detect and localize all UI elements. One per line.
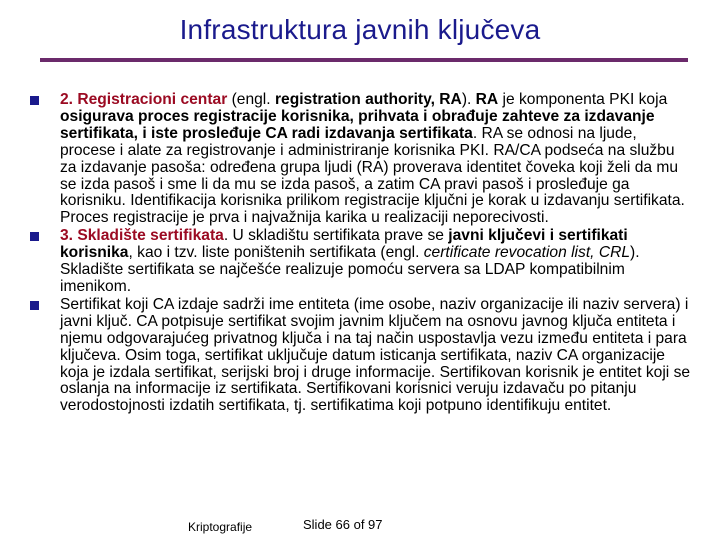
bullet-registration-center <box>28 92 692 227</box>
bullet-heading: 2. Registracioni centar <box>60 91 228 108</box>
bullet-certificate-store <box>28 228 692 296</box>
bullet-text: je komponenta PKI koja <box>498 91 668 108</box>
bullet-text: . RA se odnosi na ljude, procese i alate za registrovanje i administriranje korisnika PKI. RA/CA podseća na službu za izdavanje pasoša: određena grupa ljudi (RA) proverava identitet čoveka koji želi da mu se izda pasoš i sme li da mu se izda pasoš, a zatim CA pravi pasoš i prosleđuje ga korisniku. Identifikacija korisnika prilikom registracije ključni je korak u izdavanju sertifikata. Proces registracije je prva i najvažnija karika u realizaciji neporecivosti. <box>60 124 685 227</box>
bullet-text: Sertifikat koji CA izdaje sadrži ime entiteta (ime osobe, naziv organizacije ili naziv servera) i javni ključ. CA potpisuje sertifikat svojim javnim ključem na osnovu javnog ključa entiteta i njemu odgovarajućeg privatnog ključa i na taj način uspostavlja vezu između entiteta i para ključeva. Osim toga, sertifikat uključuje datum isticanja sertifikata, naziv CA organizacije koja je izdala sertifikat, serijski broj i druge informacije. Sertifikovan korisnik je entitet koji se oslanja na informacije iz sertifikata. Sertifikovani korisnici veruju izdavaču po pitanju verodostojnosti izdatih sertifikata, tj. sertifikatima koji potpuno identifikuju entitet. <box>60 295 691 415</box>
bullet-italic-text: certificate revocation list, CRL <box>423 244 631 262</box>
bullet-text: ). Skladište sertifikata se najčešće realizuje pomoću servera sa LDAP kompatibilnim imenikom. <box>60 244 640 295</box>
bullet-certificate-contents <box>28 297 692 415</box>
bullet-text: , kao i tzv. liste poništenih sertifikata (engl. <box>128 244 424 262</box>
bullet-square-icon <box>30 96 39 105</box>
footer-course: Kriptografije <box>188 520 253 534</box>
footer-slide-number: Slide 66 of 97 <box>303 517 383 532</box>
bullet-bold-text: osigurava proces registracije korisnika, prihvata i obrađuje zahteve za izdavanje sertifikata, i iste prosleđuje CA radi izdavanja sertifikata <box>60 107 655 142</box>
bullet-square-icon <box>30 301 39 310</box>
bullet-heading: 3. Skladište sertifikata <box>60 227 224 245</box>
bullet-square-icon <box>30 232 39 241</box>
bullet-bold-text: RA <box>475 91 499 108</box>
bullet-text: ). <box>461 91 476 108</box>
bullet-bold-text: registration authority, RA <box>274 91 462 108</box>
bullet-text: . U skladištu sertifikata prave se <box>223 227 449 245</box>
bullet-text: (engl. <box>227 91 275 108</box>
slide-title: Infrastruktura javnih ključeva <box>179 14 541 45</box>
slide-content <box>28 92 692 415</box>
bullet-bold-text: javni ključevi i sertifikati korisnika <box>60 227 628 262</box>
title-divider <box>40 58 688 62</box>
